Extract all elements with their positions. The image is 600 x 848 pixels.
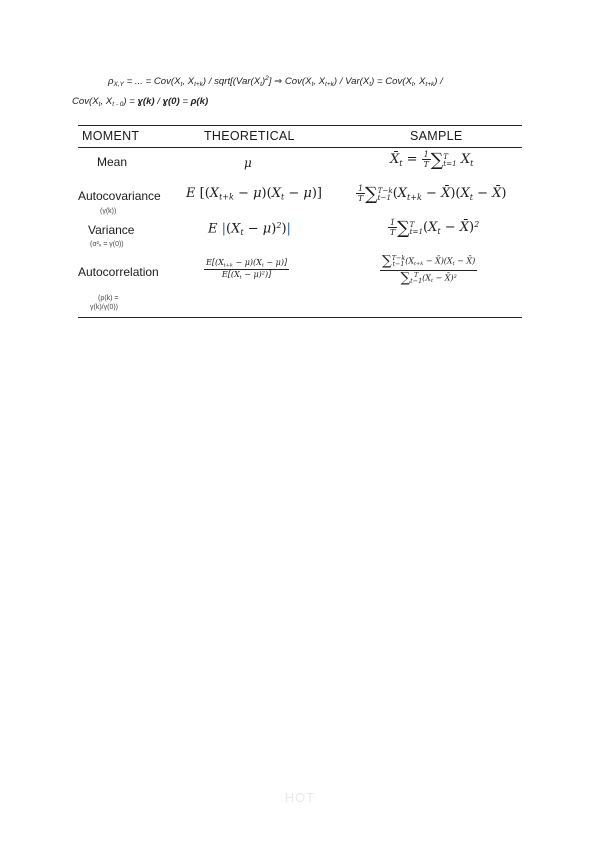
autocovariance-note: (γ(k)) bbox=[100, 208, 117, 215]
autocorrelation-note: (ρ(k) = γ(k)/γ(0)) bbox=[90, 295, 119, 311]
rho-symbol: ρ bbox=[108, 76, 114, 87]
autocorrelation-sample: ∑ T−k t−1 ($X_{t+k}$ − $X̄)(X_t$ − X̄) ∑ T t−1 ($X_t$ − X̄)² bbox=[382, 253, 476, 286]
header-sample: SAMPLE bbox=[410, 129, 463, 143]
header-theoretical: THEORETICAL bbox=[204, 129, 295, 143]
header-moment: MOMENT bbox=[82, 129, 140, 143]
row-label-variance: Variance bbox=[88, 223, 135, 237]
variance-sample: $\frac{1}{T}$ ∑ T t=1 ($X_t$ − X̄)$^2$ bbox=[389, 218, 480, 239]
intro-equation: $\rho_{X,Y}$ = ... = $Cov(X_t$, $X_{t+k}$) / $sqrt[(Var(X_t)^2]$ ⇒ $Cov(X_t$, $X_{t+k}) / Var(X_t) = Cov(X_t$, $X_{t+k}$) / $Cov(X_t$, $X_{t - 0}$) = ɣ(k) / ɣ(0) = ρ(k) bbox=[72, 75, 443, 108]
row-label-mean: Mean bbox=[97, 155, 128, 169]
table-top-rule bbox=[78, 125, 522, 126]
row-label-autocorrelation: Autocorrelation bbox=[78, 265, 159, 279]
autocovariance-sample: $\frac{1}{T}$ ∑ T−k t−1 ($X_{t+k}$ − $X̄)(X_t$ − X̄) bbox=[357, 184, 507, 205]
table-header-rule bbox=[78, 147, 522, 148]
row-label-autocovariance: Autocovariance bbox=[78, 189, 161, 203]
mean-theoretical: μ bbox=[244, 156, 252, 170]
variance-note: (σ²ₓ = γ(0)) bbox=[90, 241, 124, 248]
table-bottom-rule bbox=[78, 317, 522, 318]
mean-sample: $X̄_t$ = $\frac{1}{T}$ ∑ T t=1 $X_t$ bbox=[390, 150, 474, 171]
autocovariance-theoretical: E $[(X_{t+k} - \mu)(X_t - \mu)]$ bbox=[186, 186, 322, 202]
autocorrelation-theoretical: $\frac{E[(X_{t+k} - \mu)(X_t - \mu)]}{E[(X_t - \mu)^2)]}$ bbox=[206, 258, 288, 281]
watermark: HOT bbox=[284, 790, 316, 805]
variance-theoretical: E $|(X_t - \mu)^2)|$ bbox=[208, 221, 291, 237]
